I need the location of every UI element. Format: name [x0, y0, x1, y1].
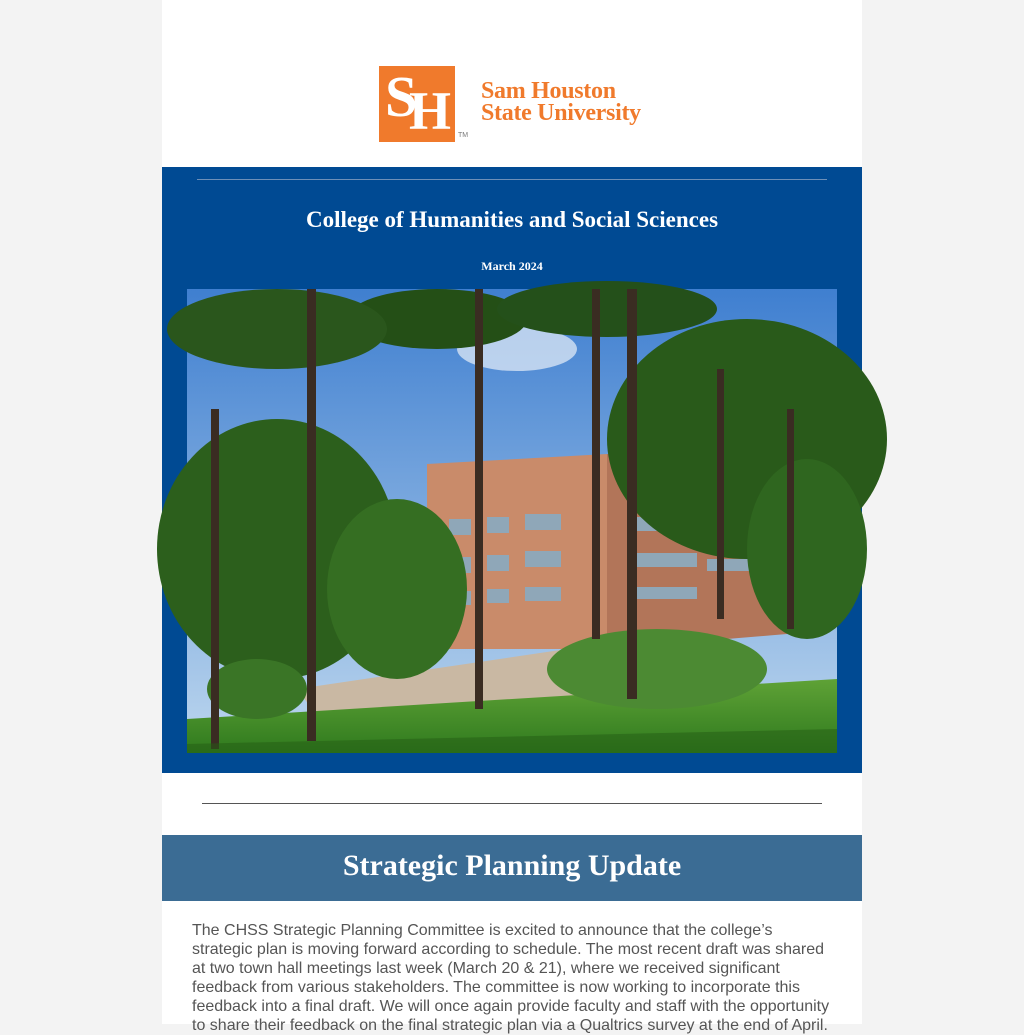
campus-photo-illustration [187, 289, 837, 753]
campus-building-photo [187, 289, 837, 753]
section-divider [202, 803, 822, 804]
newsletter-email [162, 0, 862, 1034]
section-body-text: The CHSS Strategic Planning Committee is excited to announce that the college’s strategic plan is moving forward according to schedule. The most recent draft was shared at two town hall meetings last week (March 20 & 21), where we received significant feedback from various stakeholders. The committee is now working to incorporate this feedback into a final draft. We will once again provide faculty and staff with the opportunity to share their feedback on the final strategic plan via a Qualtrics survey at the end of April. [192, 922, 830, 1034]
banner-divider [197, 179, 827, 180]
section-header [162, 835, 862, 901]
university-name-line2: State University [481, 100, 641, 126]
section-title: Strategic Planning Update [342, 849, 682, 882]
college-banner [162, 167, 862, 773]
trademark-symbol: TM [458, 132, 469, 139]
logo-letter-h: H [409, 81, 452, 141]
issue-date: March 2024 [481, 259, 543, 273]
header-logo-area [162, 0, 862, 167]
college-title: College of Humanities and Social Sciences [305, 207, 719, 232]
shsu-logo-icon[interactable] [379, 66, 455, 142]
university-name[interactable] [481, 80, 641, 124]
logo-letter-s: S [385, 64, 418, 129]
university-name-line1: Sam Houston [481, 78, 616, 104]
